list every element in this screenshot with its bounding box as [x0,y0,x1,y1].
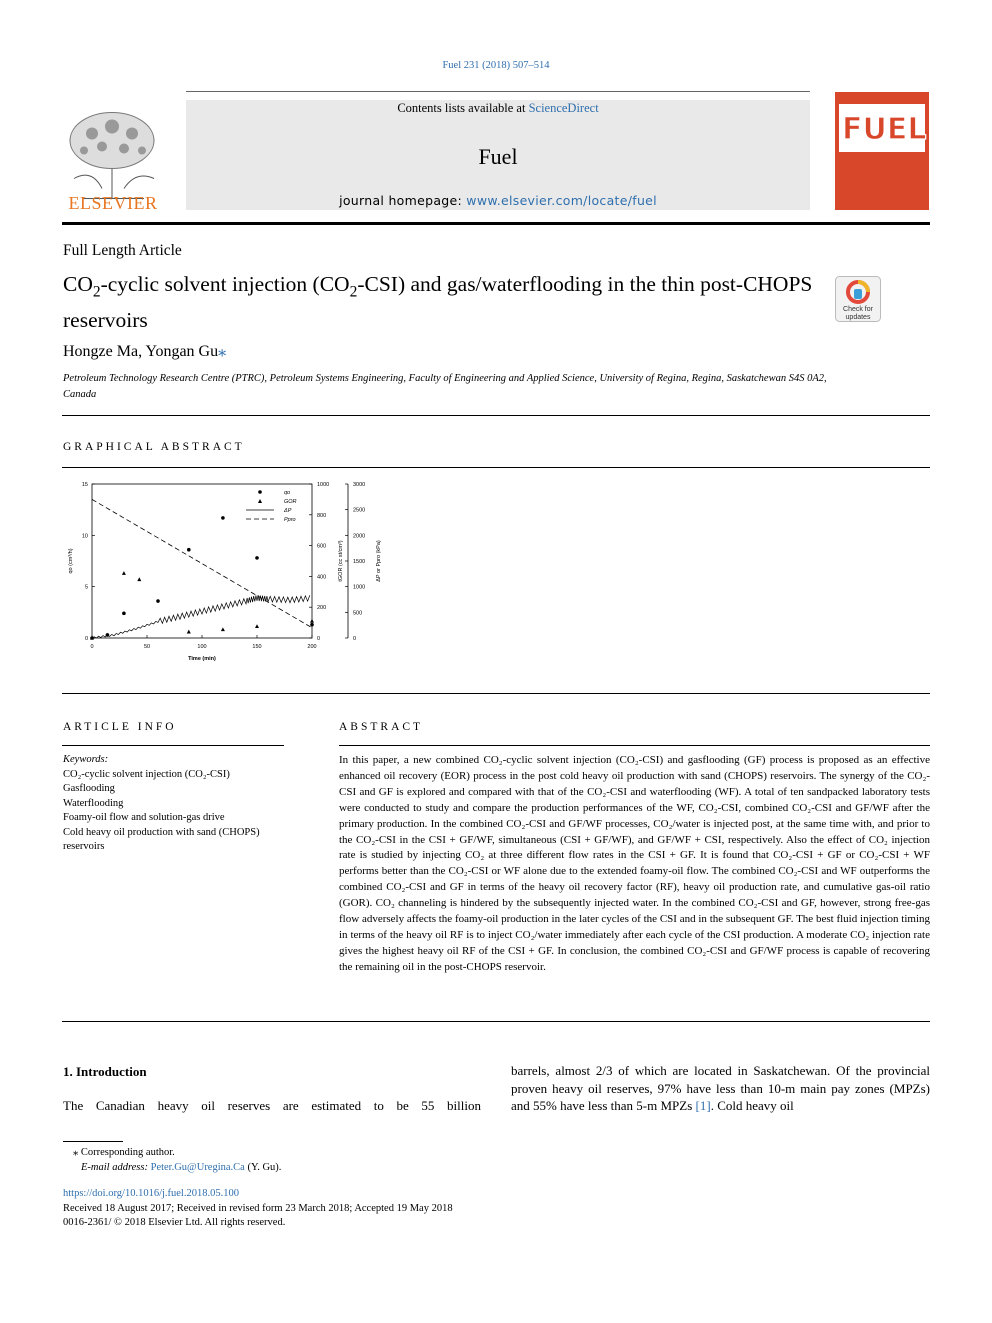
divider [62,745,284,746]
sciencedirect-link[interactable]: ScienceDirect [528,101,599,115]
publication-info [63,1187,453,1231]
x-axis-tick-label: 50 [143,644,151,650]
journal-citation[interactable]: Fuel 231 (2018) 507–514 [442,60,550,71]
data-point-qo [221,516,225,520]
right-axis-2-tick-label: 1500 [353,559,366,565]
author-name[interactable]: Hongze Ma, [63,343,146,360]
legend-label: GOR [284,499,297,505]
right-axis-2-tick-label: 0 [353,636,357,642]
left-axis-label: qo (cm³/h) [68,548,74,574]
intro-text: barrels, almost 2/3 of which are located in Saskatchewan. Of the provincial proven heavy oil reserves, 97% have less than 10-m main pay zones (MPZs) and 55% have less than 5-m MPZs [511,1063,930,1113]
keyword-item: Foamy-oil flow and solution-gas drive [63,812,225,823]
keyword-item: Cold heavy oil production with sand (CHOPS) [63,826,260,838]
series-line-ΔP [92,595,310,638]
data-point-qo [122,612,126,616]
title-part: CO [63,272,93,296]
homepage-line [186,193,810,208]
graphical-abstract-heading: GRAPHICAL ABSTRACT [63,441,245,453]
title-part: -CSI) and gas/waterflooding in the thin post-CHOPS reservoirs [63,272,813,333]
right-axis-2-tick-label: 1000 [353,584,366,591]
header-divider [186,91,810,92]
legend-marker [258,490,262,494]
data-point-qo [255,556,259,560]
corresponding-author-mark[interactable]: ⁎ [218,343,227,360]
contents-line [186,101,810,116]
x-axis-tick-label: 200 [307,644,317,650]
right-axis-2-tick-label: 500 [353,610,363,617]
corresponding-note: ⁎ Corresponding author. [73,1147,175,1158]
homepage-prefix: journal homepage: [339,193,467,208]
keyword-item: reservoirs [63,841,105,852]
author-list [63,341,226,361]
right-axis-1-tick-label: 400 [317,574,327,581]
chart-svg [60,476,380,671]
introduction-column-2 [511,1062,930,1115]
journal-name: Fuel [478,144,518,169]
keyword-item: Waterflooding [63,797,124,809]
chart-marks [90,499,314,639]
right-axis-2-label: ΔP or Ppro (kPa) [376,540,382,582]
contents-prefix: Contents lists available at [397,101,529,115]
affiliation: Petroleum Technology Research Centre (PTRC), Petroleum Systems Engineering, Faculty of Engineering and Applied Science, University of Regina, Regina, Saskatchewan S4S 0A2, Canada [63,373,827,400]
divider [62,467,930,468]
data-point-GOR [187,630,191,634]
right-axis-1-tick-label: 600 [317,543,327,550]
author-name[interactable]: Yongan Gu [145,343,219,360]
right-axis-1-tick-label: 800 [317,512,327,519]
doi-link[interactable]: https://doi.org/10.1016/j.fuel.2018.05.100 [63,1188,239,1199]
series-line-Ppro [92,499,312,627]
left-axis-tick-label: 10 [81,533,88,540]
right-axis-1-label: tGOR (cc st/cm³) [338,540,344,582]
graphical-abstract-chart [60,476,380,671]
keywords-label: Keywords: [63,754,109,765]
data-point-GOR [137,577,141,581]
footnotes [63,1145,281,1175]
abstract-body: In this paper, a new combined CO₂-cyclic solvent injection (CO₂-CSI) and gasflooding (GF) process is proposed as an effective enhanced oil recovery (EOR) process in the post cold heavy oil production with sand (CHOPS) reservoirs. The synergy of the CO₂-CSI and GF is explored and compared with that of the CO₂-CSI and waterflooding (WF). A total of ten sandpacked laboratory tests were conducted to study and compare the production performances of the WF, CO₂-CSI, combined CO₂-CSI and GF/WF after the primary production. In the combined CO₂-CSI and GF/WF processes, CO₂/water is injected post, at the same time with, and prior to the CO₂-CSI in the CSI + GF/WF, simultaneous (CSI + GF/WF), and GF/WF + CSI, respectively. Also the effect of CO₂ injection rate is studied by injecting CO₂ at three different flow rates in the CSI + GF. It is found that CO₂-CSI + GF or CO₂-CSI + WF performs better than the CO₂-CSI or WF alone due to the extended foamy-oil flow. The combined CO₂-CSI and WF outperforms the combined CO₂-CSI and GF in terms of the heavy oil recovery factor (RF), heavy oil production rate, and cumulative gas-oil ratio (GOR). CO₂ channeling is hindered by the subsequently injected water. In the combined CO₂-CSI and GF, however, strong free-gas flow adversely affects the foamy-oil production in the later cycles of the CSI and in the subsequent GF. The best fluid injection timing in terms of the heavy oil RF is to inject CO₂/water immediately after each cycle of the CSI production. A moderate CO₂ injection rate gives the highest heavy oil RF of the CSI + GF. In conclusion, the combined CO₂-CSI and GF/WF process is capable of recovering the remaining oil in the post-CHOPS reservoir. [339,754,930,973]
introduction-heading: 1. Introduction [63,1064,147,1079]
left-axis-tick-label: 0 [84,636,88,642]
check-updates-label: Check for updates [843,306,873,321]
elsevier-wordmark: ELSEVIER [68,193,158,213]
check-for-updates-badge[interactable] [835,276,881,322]
email-link[interactable]: Peter.Gu@Uregina.Ca [150,1162,245,1173]
received-dates: Received 18 August 2017; Received in revised form 23 March 2018; Accepted 19 May 2018 [63,1202,453,1214]
keyword-item: CO₂-cyclic solvent injection (CO₂-CSI) [63,768,230,780]
journal-cover[interactable] [835,92,929,210]
keyword-item: Gasflooding [63,783,115,794]
legend-marker [258,499,262,503]
divider [62,1021,930,1022]
x-axis-tick-label: 100 [197,644,207,650]
email-suffix: (Y. Gu). [244,1162,282,1173]
header-thick-rule [62,222,930,225]
data-point-GOR [122,571,126,575]
article-info-heading: ARTICLE INFO [63,721,177,733]
keywords-block [63,753,288,855]
title-subscript: 2 [92,283,101,301]
right-axis-2-tick-label: 3000 [353,482,366,488]
right-axis-2-tick-label: 2000 [353,533,366,540]
title-part: -cyclic solvent injection (CO [100,272,350,296]
data-point-GOR [310,619,314,623]
x-axis-tick-label: 0 [90,644,94,650]
chart-legend [246,490,297,523]
x-axis-tick-label: 150 [252,644,262,650]
email-label: E-mail address: [81,1162,151,1173]
data-point-qo [187,548,191,552]
intro-text: . Cold heavy oil [710,1098,794,1113]
footnote-rule [63,1141,123,1142]
left-axis-tick-label: 5 [84,584,88,591]
legend-label: Ppro [284,517,296,523]
legend-label: ΔP [284,508,292,514]
data-point-GOR [255,624,259,628]
title-subscript: 2 [349,283,358,301]
article-title [63,270,823,335]
reference-link[interactable]: [1] [695,1098,711,1113]
right-axis-1-tick-label: 0 [317,636,321,642]
article-type: Full Length Article [63,242,182,259]
right-axis-1-tick-label: 200 [317,605,327,612]
right-axis-1-tick-label: 1000 [317,482,330,488]
divider [62,693,930,694]
cover-title: FUEL [842,112,927,147]
data-point-qo [310,623,314,627]
divider [62,415,930,416]
divider [339,745,930,746]
right-axis-2-tick-label: 2500 [353,507,366,514]
introduction-paragraph: The Canadian heavy oil reserves are estimated to be 55 billion [63,1098,481,1113]
legend-label: qo [284,490,291,496]
data-point-qo [156,599,160,603]
homepage-link[interactable]: www.elsevier.com/locate/fuel [466,193,657,208]
left-axis-tick-label: 15 [81,482,88,488]
x-axis-label: Time (min) [188,656,216,662]
data-point-GOR [221,627,225,631]
abstract-heading: ABSTRACT [339,721,424,733]
copyright: 0016-2361/ © 2018 Elsevier Ltd. All rights reserved. [63,1217,286,1228]
